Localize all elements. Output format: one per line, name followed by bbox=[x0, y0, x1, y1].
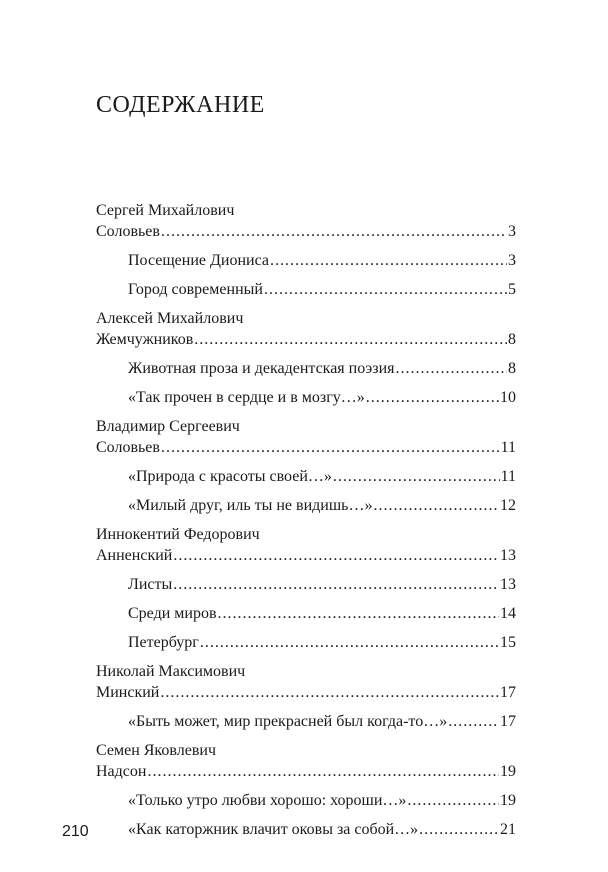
dot-leader bbox=[373, 495, 499, 516]
toc-work-entry bbox=[96, 574, 516, 595]
page-number: 210 bbox=[62, 823, 89, 840]
author-row bbox=[96, 329, 516, 350]
work-title: «Так прочен в сердце и в мозгу…» bbox=[128, 389, 365, 406]
author-first-name: Семен Яковлевич bbox=[96, 742, 216, 759]
dot-leader bbox=[419, 819, 499, 840]
dot-leader bbox=[264, 279, 507, 300]
page-ref: 15 bbox=[500, 634, 516, 651]
work-title: Посещение Диониса bbox=[128, 252, 269, 269]
page-ref: 8 bbox=[508, 331, 516, 348]
page-ref: 19 bbox=[500, 763, 516, 780]
dot-leader bbox=[407, 790, 499, 811]
toc-work-entry bbox=[96, 358, 516, 379]
author-first-name: Владимир Сергеевич bbox=[96, 418, 240, 435]
table-of-contents bbox=[96, 200, 516, 840]
page-ref: 17 bbox=[500, 684, 516, 701]
page-ref: 12 bbox=[500, 497, 516, 514]
page-ref: 11 bbox=[500, 468, 516, 485]
author-last-name: Соловьев bbox=[96, 223, 160, 240]
author-last-name: Надсон bbox=[96, 763, 147, 780]
work-title: Среди миров bbox=[128, 605, 217, 622]
page-title: СОДЕРЖАНИЕ bbox=[96, 92, 265, 118]
author-row bbox=[96, 545, 516, 566]
toc-author-entry bbox=[96, 740, 516, 782]
dot-leader bbox=[160, 682, 499, 703]
author-first-name: Сергей Михайлович bbox=[96, 202, 235, 219]
page-ref: 10 bbox=[500, 389, 516, 406]
dot-leader bbox=[200, 632, 499, 653]
toc-work-entry bbox=[96, 711, 516, 732]
page-ref: 21 bbox=[500, 821, 516, 838]
dot-leader bbox=[218, 603, 499, 624]
dot-leader bbox=[194, 329, 507, 350]
toc-work-entry bbox=[96, 632, 516, 653]
work-title: «Как каторжник влачит оковы за собой…» bbox=[128, 821, 419, 838]
toc-author-entry bbox=[96, 416, 516, 458]
page-ref: 3 bbox=[508, 223, 516, 240]
author-row bbox=[96, 761, 516, 782]
dot-leader bbox=[173, 545, 499, 566]
page-ref: 13 bbox=[500, 547, 516, 564]
toc-work-entry bbox=[96, 466, 516, 487]
dot-leader bbox=[448, 711, 499, 732]
dot-leader bbox=[270, 250, 507, 271]
page-ref: 17 bbox=[500, 713, 516, 730]
author-row bbox=[96, 437, 516, 458]
work-title: «Быть может, мир прекрасней был когда-то…» bbox=[128, 713, 448, 730]
toc-work-entry bbox=[96, 603, 516, 624]
dot-leader bbox=[366, 387, 499, 408]
work-title: Петербург bbox=[128, 634, 199, 651]
dot-leader bbox=[333, 466, 500, 487]
toc-author-entry bbox=[96, 308, 516, 350]
author-first-name: Иннокентий Федорович bbox=[96, 526, 260, 543]
toc-author-entry bbox=[96, 661, 516, 703]
toc-work-entry bbox=[96, 387, 516, 408]
dot-leader bbox=[396, 358, 507, 379]
toc-author-entry bbox=[96, 524, 516, 566]
work-title: «Природа с красоты своей…» bbox=[128, 468, 332, 485]
page-ref: 5 bbox=[508, 281, 516, 298]
work-title: Листы bbox=[128, 576, 173, 593]
dot-leader bbox=[147, 761, 499, 782]
author-last-name: Анненский bbox=[96, 547, 173, 564]
author-last-name: Соловьев bbox=[96, 439, 160, 456]
author-row bbox=[96, 682, 516, 703]
page-ref: 8 bbox=[508, 360, 516, 377]
dot-leader bbox=[161, 221, 507, 242]
page-ref: 19 bbox=[500, 792, 516, 809]
toc-work-entry bbox=[96, 279, 516, 300]
page-ref: 14 bbox=[500, 605, 516, 622]
author-first-name: Алексей Михайлович bbox=[96, 310, 244, 327]
author-last-name: Минский bbox=[96, 684, 160, 701]
page-ref: 11 bbox=[500, 439, 516, 456]
author-row bbox=[96, 221, 516, 242]
toc-work-entry bbox=[96, 250, 516, 271]
work-title: Город современный bbox=[128, 281, 263, 298]
dot-leader bbox=[161, 437, 500, 458]
page-ref: 3 bbox=[508, 252, 516, 269]
work-title: «Только утро любви хорошо: хороши…» bbox=[128, 792, 407, 809]
toc-work-entry bbox=[96, 790, 516, 811]
author-first-name: Николай Максимович bbox=[96, 663, 246, 680]
toc-author-entry bbox=[96, 200, 516, 242]
dot-leader bbox=[173, 574, 499, 595]
page-ref: 13 bbox=[500, 576, 516, 593]
author-last-name: Жемчужников bbox=[96, 331, 194, 348]
work-title: Животная проза и декадентская поэзия bbox=[128, 360, 395, 377]
work-title: «Милый друг, иль ты не видишь…» bbox=[128, 497, 373, 514]
toc-work-entry bbox=[96, 495, 516, 516]
toc-work-entry bbox=[96, 819, 516, 840]
